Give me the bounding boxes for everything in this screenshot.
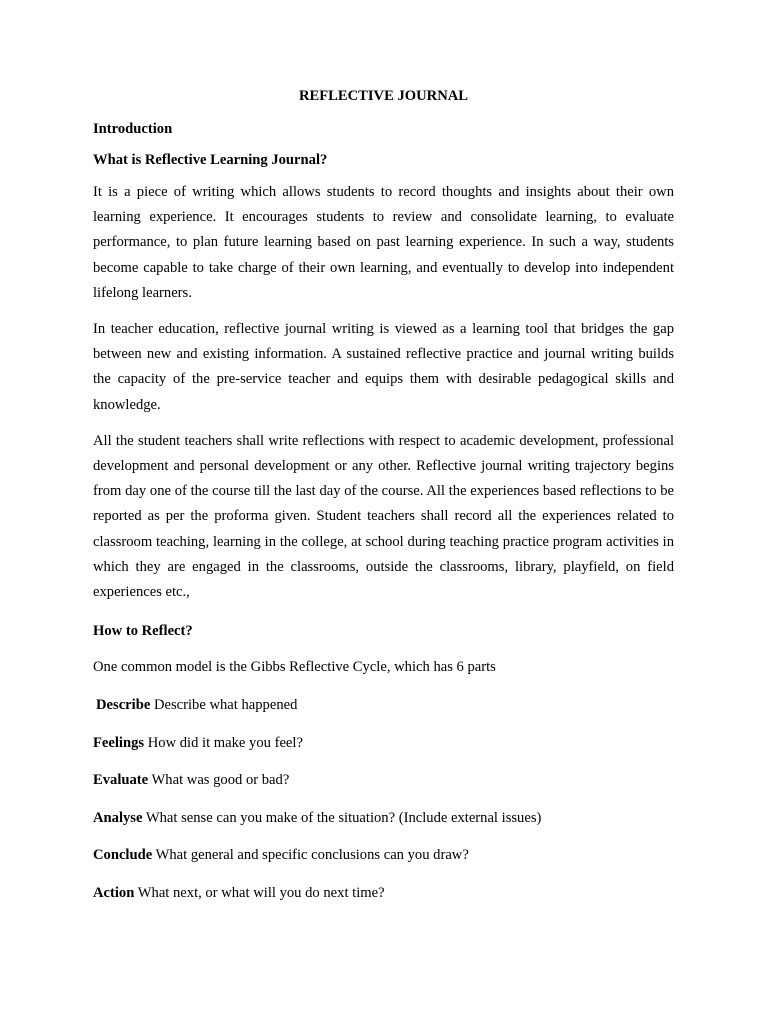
step-text: How did it make you feel?: [144, 734, 303, 751]
step-term: Describe: [96, 697, 151, 714]
step-text: What next, or what will you do next time?: [134, 884, 385, 901]
paragraph-definition: It is a piece of writing which allows students to record thoughts and insights about their own learning experience. It encourages students to review and consolidate learning, to evaluate performance, to plan future learning based on past learning experience. In such a way, students become capable to take charge of their own learning, and eventually to develop into independent lifelong learners.: [93, 184, 674, 301]
step-analyse: [93, 808, 674, 828]
document-page: [93, 86, 674, 920]
step-describe: [93, 695, 674, 715]
question-heading: What is Reflective Learning Journal?: [93, 152, 328, 168]
step-text: What general and specific conclusions can you draw?: [152, 847, 469, 864]
step-term: Evaluate: [93, 772, 149, 789]
paragraph-student-teachers: All the student teachers shall write reflections with respect to academic development, professional development and personal development or any other. Reflective journal writing trajectory begins from day one of the course till the last day of the course. All the experiences based reflections to be reported as per the proforma given. Student teachers shall record all the experiences related to classroom teaching, learning in the college, at school during teaching practice program activities in which they are engaged in the classrooms, outside the classrooms, library, playfield, on field experiences etc.,: [93, 432, 674, 601]
document-title: REFLECTIVE JOURNAL: [298, 88, 469, 104]
how-to-reflect-heading: How to Reflect?: [93, 623, 193, 640]
step-text: Describe what happened: [150, 697, 298, 714]
step-text: What sense can you make of the situation? (Include external issues): [142, 809, 542, 826]
step-conclude: [93, 845, 674, 865]
step-term: Feelings: [93, 734, 145, 751]
section-heading-introduction: Introduction: [93, 121, 173, 137]
step-term: Analyse: [93, 809, 143, 826]
step-evaluate: [93, 770, 674, 790]
step-term: Action: [93, 884, 135, 901]
step-text: What was good or bad?: [148, 772, 290, 789]
step-feelings: [93, 733, 674, 753]
step-action: [93, 883, 674, 903]
gibbs-model-intro: One common model is the Gibbs Reflective Cycle, which has 6 parts: [93, 659, 496, 676]
step-term: Conclude: [93, 847, 153, 864]
paragraph-teacher-education: In teacher education, reflective journal writing is viewed as a learning tool that bridges the gap between new and existing information. A sustained reflective practice and journal writing builds the capacity of the pre-service teacher and equips them with desirable pedagogical skills and knowledge.: [93, 321, 674, 413]
